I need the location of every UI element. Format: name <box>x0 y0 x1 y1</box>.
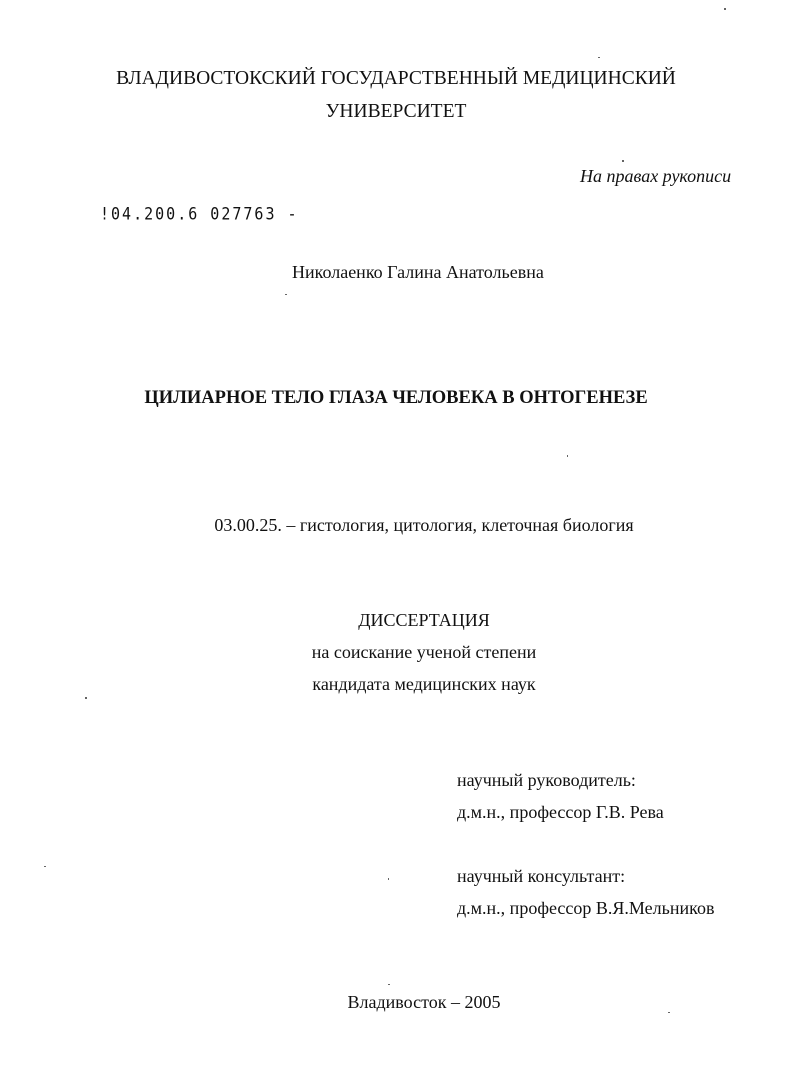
scan-speck <box>388 984 390 985</box>
scan-speck <box>668 1012 670 1013</box>
dissertation-title: ЦИЛИАРНОЕ ТЕЛО ГЛАЗА ЧЕЛОВЕКА В ОНТОГЕНЕЗЕ <box>144 388 648 408</box>
scan-speck <box>724 8 726 10</box>
catalog-number-stamp: !04.200.6 027763 - <box>100 203 299 224</box>
scan-speck <box>622 160 624 162</box>
manuscript-note: На правах рукописи <box>580 166 732 186</box>
supervisor-name: д.м.н., профессор Г.В. Рева <box>457 802 664 822</box>
consultant-name: д.м.н., профессор В.Я.Мельников <box>457 898 715 918</box>
scan-speck <box>598 57 600 58</box>
scan-speck <box>567 455 568 457</box>
scan-speck <box>85 697 87 699</box>
author-name: Николаенко Галина Анатольевна <box>292 262 544 282</box>
scan-speck <box>44 866 46 867</box>
degree-line1: на соискание ученой степени <box>311 642 537 662</box>
city-year: Владивосток – 2005 <box>347 992 501 1012</box>
university-name-line1: ВЛАДИВОСТОКСКИЙ ГОСУДАРСТВЕННЫЙ МЕДИЦИНСКИЙ <box>116 68 676 89</box>
university-name-line2: УНИВЕРСИТЕТ <box>325 101 467 122</box>
specialty-code: 03.00.25. – гистология, цитология, клеточная биология <box>214 515 634 535</box>
degree-line2: кандидата медицинских наук <box>312 674 536 694</box>
consultant-label: научный консультант: <box>457 866 626 886</box>
scan-speck <box>388 878 389 880</box>
supervisor-label: научный руководитель: <box>457 770 636 790</box>
document-type: ДИССЕРТАЦИЯ <box>358 610 490 630</box>
scan-speck <box>285 294 287 295</box>
